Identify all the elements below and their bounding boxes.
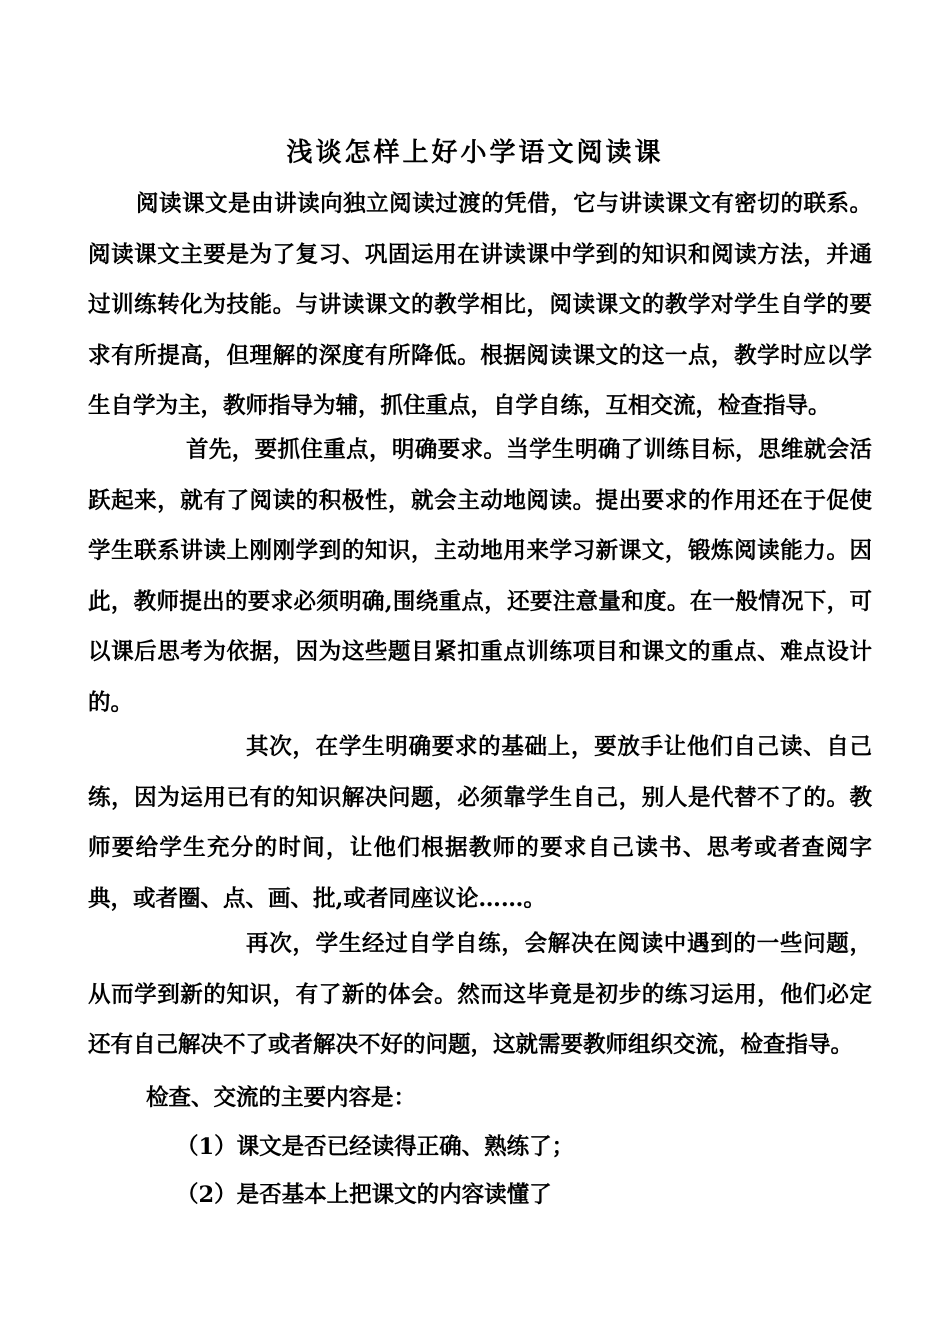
paragraph-second: 其次，在学生明确要求的基础上，要放手让他们自己读、自己练，因为运用已有的知识解决问题，必须靠学生自己，别人是代替不了的。教师要给学生充分的时间，让他们根据教师的要求自己读书、思考或者查阅字典，或者圈、点、画、批,或者同座议论……。 [88,734,872,912]
paragraph-first: 首先，要抓住重点，明确要求。当学生明确了训练目标，思维就会活跃起来，就有了阅读的积极性，就会主动地阅读。提出要求的作用还在于促使学生联系讲读上刚刚学到的知识，主动地用来学习新课文，锻炼阅读能力。因此，教师提出的要求必须明确,围绕重点，还要注意量和度。在一般情况下，可以课后思考为依据，因为这些题目紧扣重点训练项目和课文的重点、难点设计的。 [88,437,872,716]
checklist-item-2: （2）是否基本上把课文的内容读懂了 [176,1182,552,1208]
paragraph-intro: 阅读课文是由讲读向独立阅读过渡的凭借，它与讲读课文有密切的联系。阅读课文主要是为了复习、巩固运用在讲读课中学到的知识和阅读方法，并通过训练转化为技能。与讲读课文的教学相比，阅读课文的教学对学生自学的要求有所提高，但理解的深度有所降低。根据阅读课文的这一点，教学时应以学生自学为主，教师指导为辅，抓住重点，自学自练，互相交流，检查指导。 [88,191,872,419]
checklist-item-1: （1）课文是否已经读得正确、熟练了； [176,1134,575,1160]
checklist-heading: 检查、交流的主要内容是： [146,1085,417,1111]
document-title: 浅谈怎样上好小学语文阅读课 [286,138,664,168]
paragraph-third: 再次，学生经过自学自练，会解决在阅读中遇到的一些问题，从而学到新的知识，有了新的体会。然而这毕竟是初步的练习运用，他们必定还有自己解决不了或者解决不好的问题，这就需要教师组织交流，检查指导。 [88,931,872,1058]
